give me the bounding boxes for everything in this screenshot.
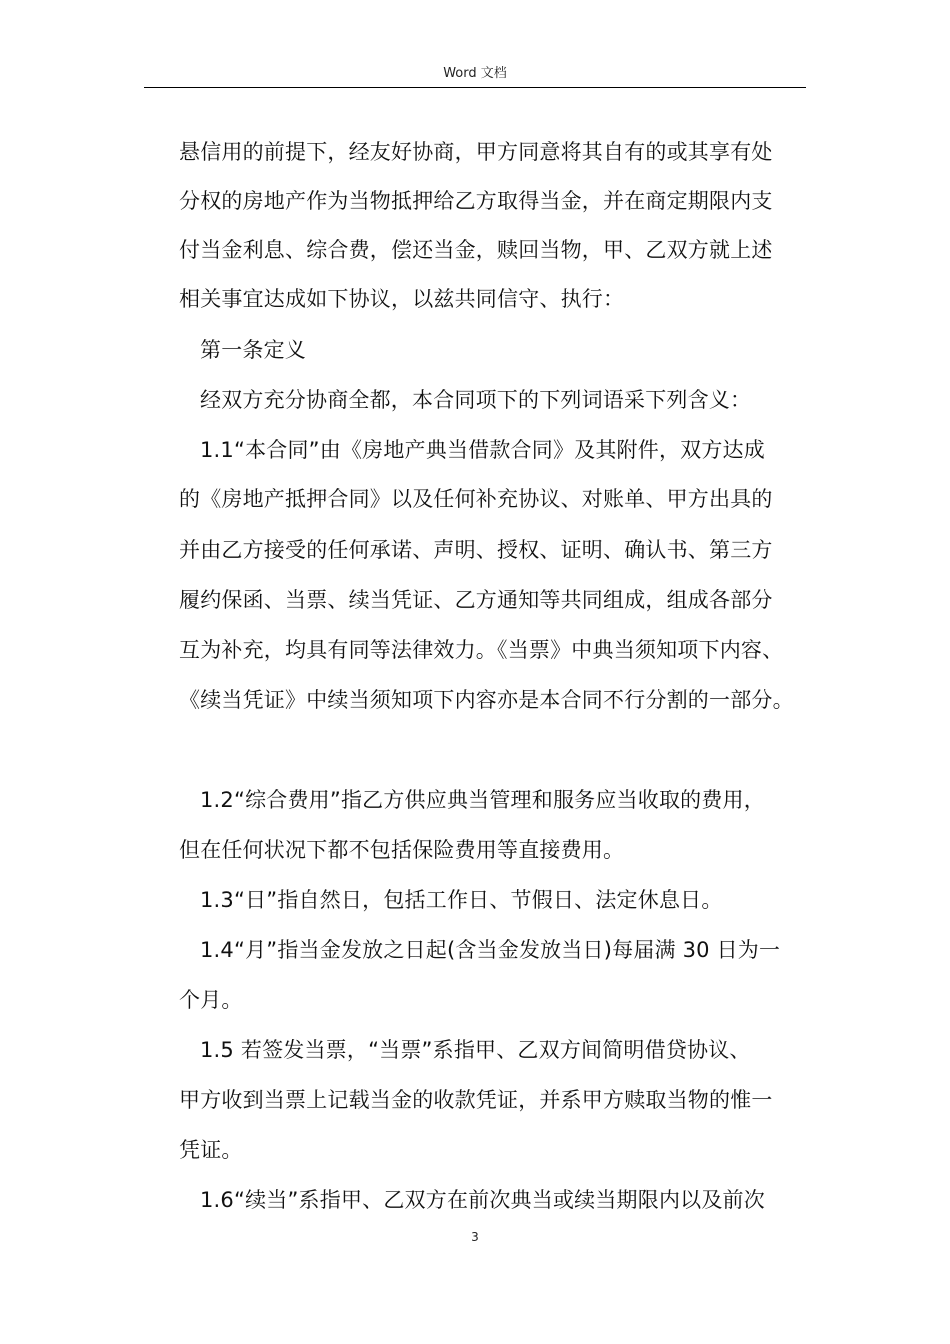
header-divider [144, 87, 806, 88]
clause-1-6: 1.6“续当”系指甲、乙双方在前次典当或续当期限内以及前次 [200, 1188, 765, 1212]
clause-1-3: 1.3“日”指自然日，包括工作日、节假日、法定休息日。 [200, 888, 723, 912]
page-number: 3 [471, 1230, 479, 1244]
text-line: 相关事宜达成如下协议，以兹共同信守、执行： [179, 287, 625, 311]
text-line: 甲方收到当票上记载当金的收款凭证，并系甲方赎取当物的惟一 [179, 1088, 773, 1112]
text-line: 的《房地产抵押合同》以及任何补充协议、对账单、甲方出具的 [179, 487, 773, 511]
clause-1-2: 1.2“综合费用”指乙方供应典当管理和服务应当收取的费用， [200, 788, 765, 812]
clause-1-4: 1.4“月”指当金发放之日起(含当金发放当日)每届满 30 日为一 [200, 938, 781, 962]
text-line: 履约保函、当票、续当凭证、乙方通知等共同组成，组成各部分 [179, 588, 773, 612]
text-line: 分权的房地产作为当物抵押给乙方取得当金，并在商定期限内支 [179, 189, 773, 213]
section-heading: 第一条定义 [200, 338, 306, 362]
clause-1-1: 1.1“本合同”由《房地产典当借款合同》及其附件，双方达成 [200, 438, 765, 462]
text-line: 并由乙方接受的任何承诺、声明、授权、证明、确认书、第三方 [179, 538, 773, 562]
text-line: 《续当凭证》中续当须知项下内容亦是本合同不行分割的一部分。 [179, 688, 794, 712]
clause-1-5: 1.5 若签发当票，“当票”系指甲、乙双方间简明借贷协议、 [200, 1038, 751, 1062]
text-line: 互为补充，均具有同等法律效力。《当票》中典当须知项下内容、 [179, 638, 784, 662]
page-header: Word 文档 [443, 66, 507, 81]
text-line: 但在任何状况下都不包括保险费用等直接费用。 [179, 838, 625, 862]
text-line: 付当金利息、综合费，偿还当金，赎回当物，甲、乙双方就上述 [179, 238, 773, 262]
text-line: 个月。 [179, 988, 243, 1012]
text-line: 悬信用的前提下，经友好协商，甲方同意将其自有的或其享有处 [179, 140, 773, 164]
text-line: 经双方充分协商全都，本合同项下的下列词语采下列含义： [200, 388, 752, 412]
text-line: 凭证。 [179, 1138, 243, 1162]
